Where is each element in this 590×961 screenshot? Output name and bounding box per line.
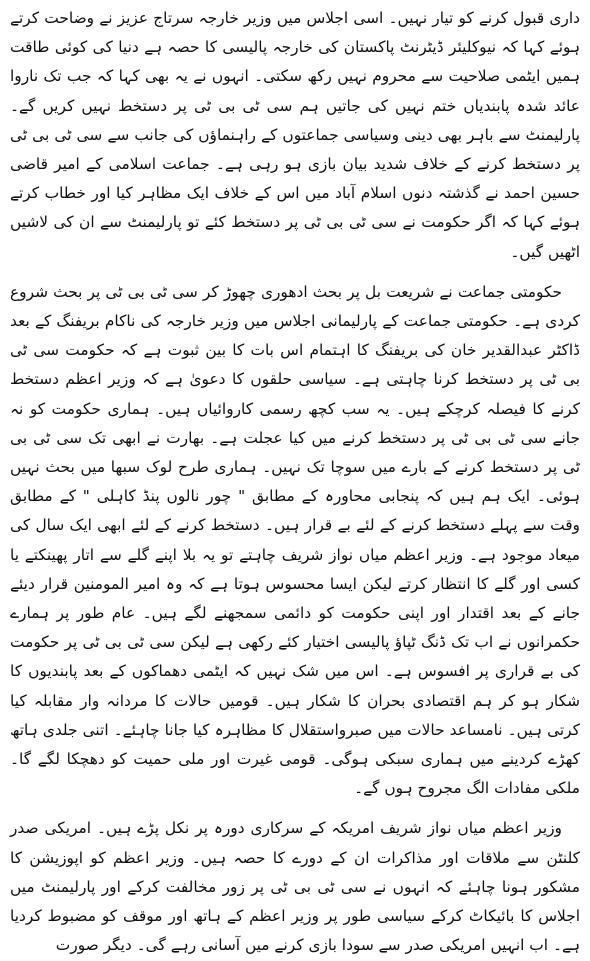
paragraph-3: وزیر اعظم میاں نواز شریف امریکہ کے سرکاری دورہ پر نکل پڑے ہیں۔ امریکی صدر کلنٹن سے ملاقات اور مذاکرات ان کے دورے کا حصہ ہیں۔ وزیر اعظم کو اپوزیشن کا مشکور ہونا چاہئے کہ انہوں نے سی ٹی بی ٹی پر زور مخالفت کرکے اور پارلیمنٹ میں اجلاس کا بائیکاٹ کرکے سیاسی طور پر وزیر اعظم کے ہاتھ اور موقف کو مضبوط کردیا ہے۔ اب انہیں امریکی صدر سے سودا بازی کرنے میں آسانی رہے گی۔ دیگر صورت bbox=[10, 819, 580, 955]
paragraph-1: داری قبول کرنے کو تیار نہیں۔ اسی اجلاس میں وزیر خارجہ سرتاج عزیز نے وضاحت کرتے ہوئے کہا کہ نیوکلیئر ڈیٹرنٹ پاکستان کی خارجہ پالیسی کا حصہ ہے دنیا کی کوئی طاقت ہمیں ایٹمی صلاحیت سے محروم نہیں رکھ سکتی۔ انہوں نے یہ بھی کہا کہ جب تک ناروا عائد شدہ پابندیاں ختم نہیں کی جاتیں ہم سی ٹی بی ٹی پر دستخط نہیں کریں گے۔ پارلیمنٹ سے باہر بھی دینی وسیاسی جماعتوں کے راہنماؤں کی جانب سے سی ٹی بی ٹی پر دستخط کرنے کے خلاف شدید بیان بازی ہو رہی ہے۔ جماعت اسلامی کے امیر قاضی حسین احمد نے گذشتہ دنوں اسلام آباد میں اس کے خلاف ایک مظاہر کیا اور خطاب کرتے ہوئے کہا کہ اگر حکومت نے سی ٹی بی ٹی پر دستخط کئے تو پارلیمنٹ سے ان کی لاشیں اٹھیں گیں۔ bbox=[10, 9, 580, 261]
paragraph-2: حکومتی جماعت نے شریعت بل پر بحث ادھوری چھوڑ کر سی ٹی بی ٹی پر بحث شروع کردی ہے۔ حکومتی جماعت کے پارلیمانی اجلاس میں وزیر خارجہ کی ناکام بریفنگ کے بعد ڈاکٹر عبدالقدیر خان کی بریفنگ کا اہتمام اس بات کا بین ثبوت ہے کہ حکومت سی ٹی بی ٹی پر دستخط کرنا چاہتی ہے۔ سیاسی حلقوں کا دعویٰ ہے کہ وزیر اعظم دستخط کرنے کا فیصلہ کرچکے ہیں۔ یہ سب کچھ رسمی کاروائیاں ہیں۔ ہماری حکومت کو نہ جانے سی ٹی بی ٹی پر دستخط کرنے میں کیا عجلت ہے۔ بھارت نے ابھی تک سی ٹی بی ٹی پر دستخط کرنے کے بارے میں سوچا تک نہیں۔ ہماری طرح لوک سبھا میں بحث نہیں ہوئی۔ ایک ہم ہیں کہ پنجابی محاورہ کے مطابق " چور نالوں پنڈ کاہلی " کے مطابق وقت سے پہلے دستخط کرنے کے لئے بے قرار ہیں۔ دستخط کرنے کے لئے ابھی ایک سال کی میعاد موجود ہے۔ وزیر اعظم میاں نواز شریف چاہتے تو یہ بلا اپنے گلے سے اتار پھینکتے یا کسی اور گلے کا انتظار کرتے لیکن ایسا محسوس ہوتا ہے کہ وہ امیر المومنین قرار دیئے جانے کے بعد اقتدار اور اپنی حکومت کو دائمی سمجھنے لگے ہیں۔ عام طور پر ہمارے حکمرانوں نے اب تک ڈنگ ٹپاؤ پالیسی اختیار کئے رکھی ہے لیکن سی ٹی بی ٹی پر حکومت کی بے قراری پر افسوس ہے۔ اس میں شک نہیں کہ ایٹمی دھماکوں کے بعد پابندیوں کا شکار ہو کر ہم اقتصادی بحران کا شکار ہیں۔ قومیں حالات کا مردانہ وار مقابلہ کیا کرتی ہیں۔ نامساعد حالات میں صبرواستقلال کا مظاہرہ کیا جانا چاہئے۔ اتنی جلدی ہاتھ کھڑے کردینے میں ہماری سبکی ہوگی۔ قومی غیرت اور ملی حمیت کو دھچکا لگے گا۔ ملکی مفادات الگ مجروح ہوں گے۔ bbox=[10, 282, 580, 798]
